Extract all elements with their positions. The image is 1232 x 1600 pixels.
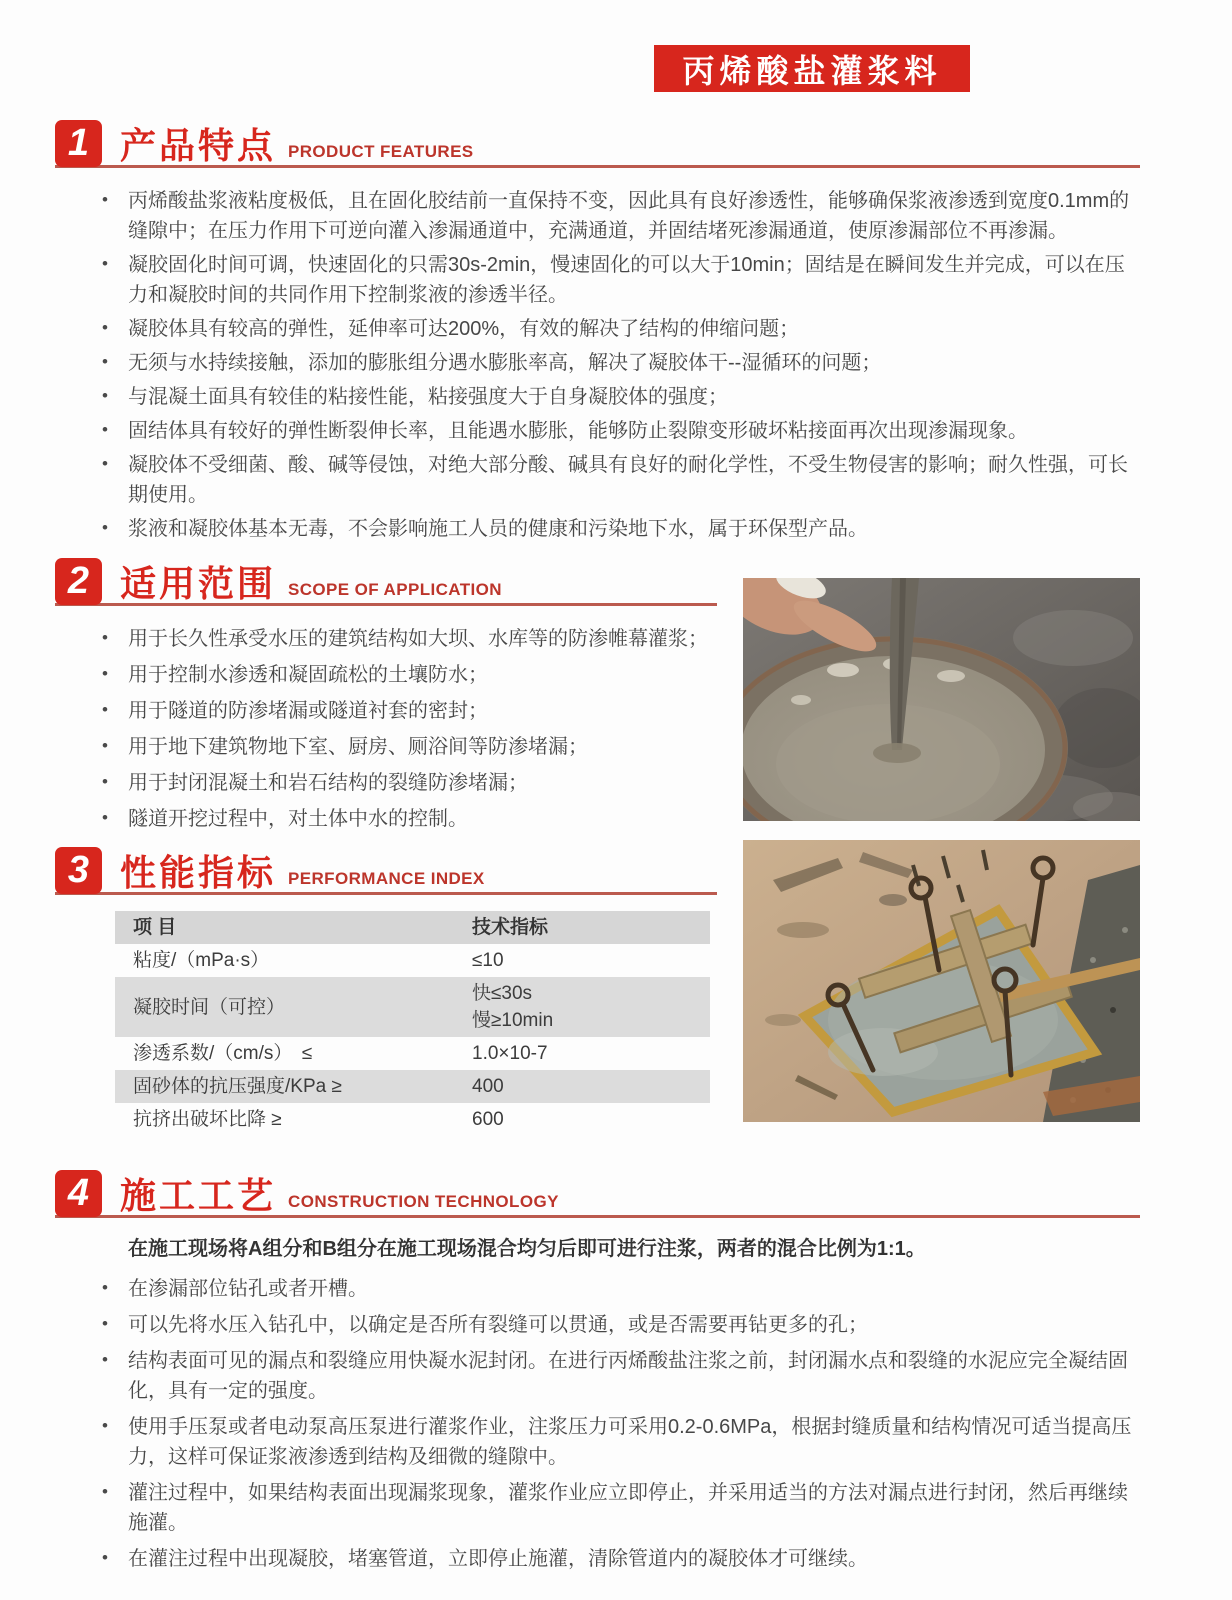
scope-list <box>55 626 730 832</box>
construction-step: • 可以先将水压入钻孔中，以确定是否所有裂缝可以贯通，或是否需要再钻更多的孔； <box>128 1310 1140 1340</box>
feature-item: • 凝胶体具有较高的弹性，延伸率可达200%，有效的解决了结构的伸缩问题； <box>128 314 1140 344</box>
section3-title-zh: 性能指标 <box>120 852 277 894</box>
cell-value-line: 慢≥10min <box>472 1010 554 1031</box>
construction-step: • 灌注过程中，如果结构表面出现漏浆现象，灌浆作业应立即停止，并采用适当的方法对漏点进行封闭，然后再继续施灌。 <box>128 1478 1140 1538</box>
section-construction-technology <box>55 1170 1140 1574</box>
section3-number-badge: 3 <box>55 847 102 894</box>
cell-value: 400 <box>454 1070 710 1103</box>
section2-header <box>55 558 717 606</box>
performance-table <box>115 911 710 1136</box>
table-row <box>115 1103 710 1136</box>
cell-item: 凝胶时间（可控） <box>115 977 454 1037</box>
section4-title-zh: 施工工艺 <box>120 1175 277 1217</box>
construction-step: • 使用手压泵或者电动泵高压泵进行灌浆作业，注浆压力可采用0.2-0.6MPa，根据封缝质量和结构情况可适当提高压力，这样可保证浆液渗透到结构及细微的缝隙中。 <box>128 1412 1140 1472</box>
section4-number-badge: 4 <box>55 1170 102 1217</box>
feature-item: • 浆液和凝胶体基本无毒，不会影响施工人员的健康和污染地下水，属于环保型产品。 <box>128 514 1140 544</box>
cell-item: 固砂体的抗压强度/KPa ≥ <box>115 1070 454 1103</box>
scope-item: • 用于封闭混凝土和岩石结构的裂缝防渗堵漏； <box>128 770 730 796</box>
cell-value: 600 <box>472 1109 504 1130</box>
formwork-photo <box>743 840 1140 1122</box>
table-row <box>115 944 710 977</box>
table-row <box>115 977 710 1037</box>
construction-step: • 在渗漏部位钻孔或者开槽。 <box>128 1274 1140 1304</box>
section2-number-badge: 2 <box>55 558 102 605</box>
cell-value-line: 快≤30s <box>472 983 533 1004</box>
scope-item: • 用于长久性承受水压的建筑结构如大坝、水库等的防渗帷幕灌浆； <box>128 626 730 652</box>
cell-item: 粘度/（mPa·s） <box>133 950 270 971</box>
col-header-index: 技术指标 <box>454 911 710 944</box>
section1-title-en: PRODUCT FEATURES <box>288 142 474 161</box>
feature-item: • 与混凝土面具有较佳的粘接性能，粘接强度大于自身凝胶体的强度； <box>128 382 1140 412</box>
section3-title-en: PERFORMANCE INDEX <box>288 869 485 888</box>
feature-item: • 无须与水持续接触，添加的膨胀组分遇水膨胀率高，解决了凝胶体干--湿循环的问题； <box>128 348 1140 378</box>
cell-value: 1.0×10-7 <box>472 1043 548 1064</box>
section2-title-en: SCOPE OF APPLICATION <box>288 580 502 599</box>
section4-header <box>55 1170 1140 1218</box>
section1-header <box>55 120 1140 168</box>
construction-step-list <box>55 1274 1140 1574</box>
section4-title-en: CONSTRUCTION TECHNOLOGY <box>288 1192 559 1211</box>
section-product-features <box>55 120 1140 544</box>
feature-item: • 凝胶固化时间可调，快速固化的只需30s-2min，慢速固化的可以大于10min；固结是在瞬间发生并完成，可以在压力和凝胶时间的共同作用下控制浆液的渗透半径。 <box>128 250 1140 310</box>
cell-item: 渗透系数/（cm/s） ≤ <box>133 1043 313 1064</box>
feature-list <box>55 186 1140 544</box>
feature-item: • 凝胶体不受细菌、酸、碱等侵蚀，对绝大部分酸、碱具有良好的耐化学性，不受生物侵害的影响；耐久性强，可长期使用。 <box>128 450 1140 510</box>
section-performance-index <box>55 847 1140 1136</box>
construction-step: • 结构表面可见的漏点和裂缝应用快凝水泥封闭。在进行丙烯酸盐注浆之前，封闭漏水点和裂缝的水泥应完全凝结固化，具有一定的强度。 <box>128 1346 1140 1406</box>
section2-title-zh: 适用范围 <box>120 563 277 605</box>
page-content <box>0 120 1232 1574</box>
grout-mixing-photo <box>743 578 1140 821</box>
table-row <box>115 1037 710 1070</box>
scope-item: • 隧道开挖过程中，对土体中水的控制。 <box>128 806 730 832</box>
feature-item: • 丙烯酸盐浆液粘度极低，且在固化胶结前一直保持不变，因此具有良好渗透性，能够确保浆液渗透到宽度0.1mm的缝隙中；在压力作用下可逆向灌入渗漏通道中，充满通道，并固结堵死渗漏通道，使原渗漏部位不再渗漏。 <box>128 186 1140 246</box>
table-row <box>115 1070 710 1103</box>
scope-item: • 用于隧道的防渗堵漏或隧道衬套的密封； <box>128 698 730 724</box>
table-header-row <box>115 911 710 944</box>
cell-value: ≤10 <box>472 950 504 971</box>
mixing-ratio-note: 在施工现场将A组分和B组分在施工现场混合均匀后即可进行注浆，两者的混合比例为1:1。 <box>128 1238 926 1260</box>
scope-item: • 用于地下建筑物地下室、厨房、厕浴间等防渗堵漏； <box>128 734 730 760</box>
cell-item: 抗挤出破坏比降 ≥ <box>133 1109 282 1130</box>
scope-left-column <box>55 558 730 832</box>
section3-header <box>55 847 717 895</box>
feature-item: • 固结体具有较好的弹性断裂伸长率，且能遇水膨胀，能够防止裂隙变形破坏粘接面再次出现渗漏现象。 <box>128 416 1140 446</box>
performance-left-column <box>55 847 730 1136</box>
cell-value <box>454 977 710 1037</box>
construction-step: • 在灌注过程中出现凝胶，堵塞管道，立即停止施灌，清除管道内的凝胶体才可继续。 <box>128 1544 1140 1574</box>
section1-title-zh: 产品特点 <box>120 125 277 167</box>
section-scope-of-application <box>55 558 1140 847</box>
scope-item: • 用于控制水渗透和凝固疏松的土壤防水； <box>128 662 730 688</box>
col-header-item: 项 目 <box>115 911 454 944</box>
product-title-banner: 丙烯酸盐灌浆料 <box>654 45 970 92</box>
section1-number-badge: 1 <box>55 120 102 167</box>
